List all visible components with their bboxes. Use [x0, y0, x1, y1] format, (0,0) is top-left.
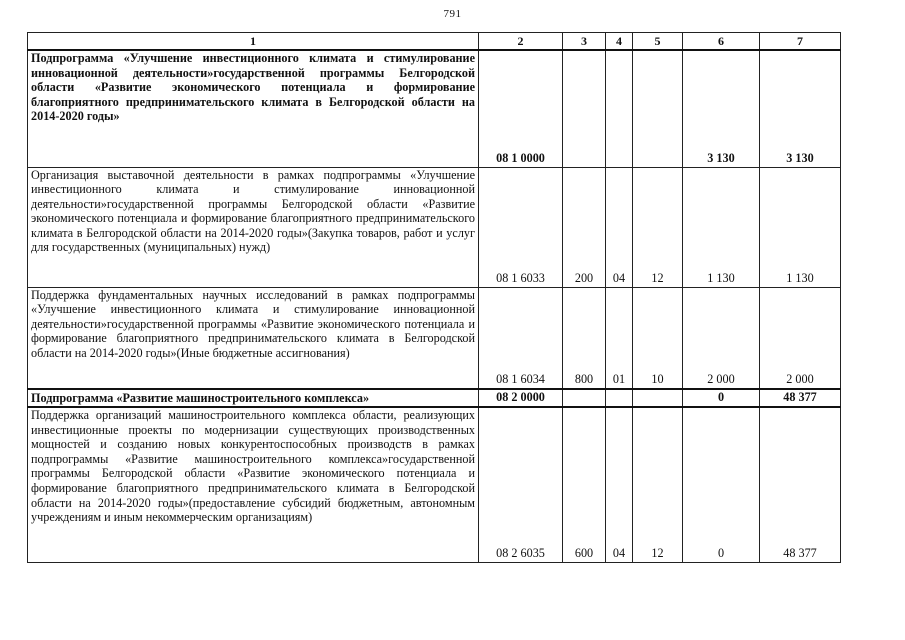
- row-col4: 01: [606, 287, 633, 389]
- row-name: Поддержка фундаментальных научных исследований в рамках подпрограммы «Улучшение инвестиционного климата и стимулирование инновационной деятельности»государственной программы «Развитие экономического потенциала и формирование благоприятного предпринимательского климата в Белгородской области на 2014-2020 годы»(Иные бюджетные ассигнования): [28, 287, 479, 389]
- row-col4: 04: [606, 407, 633, 562]
- row-col5: [633, 389, 683, 407]
- row-col4: [606, 389, 633, 407]
- row-col3: [563, 50, 606, 167]
- row-col5: 10: [633, 287, 683, 389]
- row-col6: 2 000: [683, 287, 760, 389]
- row-code: 08 1 6034: [479, 287, 563, 389]
- row-code: 08 2 0000: [479, 389, 563, 407]
- row-col6: 3 130: [683, 50, 760, 167]
- row-col6: 1 130: [683, 167, 760, 287]
- row-col3: 600: [563, 407, 606, 562]
- budget-table: [27, 32, 841, 563]
- row-col5: 12: [633, 167, 683, 287]
- row-col3: 200: [563, 167, 606, 287]
- row-col7: 48 377: [760, 407, 841, 562]
- row-col3: 800: [563, 287, 606, 389]
- row-code: 08 1 0000: [479, 50, 563, 167]
- row-col7: 3 130: [760, 50, 841, 167]
- table-row: [28, 287, 841, 389]
- row-name: Организация выставочной деятельности в рамках подпрограммы «Улучшение инвестиционного климата и стимулирование инновационной деятельности»государственной программы Белгородской области «Развитие экономического потенциала и формирование благоприятного предпринимательского климата в Белгородской области на 2014-2020 годы»(Закупка товаров, работ и услуг для государственных (муниципальных) нужд): [28, 167, 479, 287]
- column-header: 3: [563, 33, 606, 51]
- table-row: [28, 50, 841, 167]
- row-code: 08 2 6035: [479, 407, 563, 562]
- row-name: Подпрограмма «Развитие машиностроительного комплекса»: [28, 389, 479, 407]
- row-name: Поддержка организаций машиностроительного комплекса области, реализующих инвестиционные проекты по модернизации существующих производственных мощностей и созданию новых конкурентоспособных производств в рамках подпрограммы «Развитие машиностроительного комплекса»государственной программы Белгородской области «Развитие экономического потенциала и формирование благоприятного предпринимательского климата в Белгородской области на 2014-2020 годы»(предоставление субсидий бюджетным, автономным учреждениям и иным некоммерческим организациям): [28, 407, 479, 562]
- table-row: [28, 407, 841, 562]
- table-row: [28, 389, 841, 407]
- row-col6: 0: [683, 389, 760, 407]
- column-header: 1: [28, 33, 479, 51]
- column-header: 4: [606, 33, 633, 51]
- row-col6: 0: [683, 407, 760, 562]
- column-header: 7: [760, 33, 841, 51]
- page-number: 791: [443, 8, 462, 20]
- row-col3: [563, 389, 606, 407]
- table-header-row: [28, 33, 841, 51]
- row-code: 08 1 6033: [479, 167, 563, 287]
- table-row: [28, 167, 841, 287]
- column-header: 6: [683, 33, 760, 51]
- row-col4: [606, 50, 633, 167]
- row-col4: 04: [606, 167, 633, 287]
- column-header: 5: [633, 33, 683, 51]
- row-col5: 12: [633, 407, 683, 562]
- row-col5: [633, 50, 683, 167]
- row-name: Подпрограмма «Улучшение инвестиционного климата и стимулирование инновационной деятельности»государственной программы Белгородской области «Развитие экономического потенциала и формирование благоприятного предпринимательского климата в Белгородской области на 2014-2020 годы»: [28, 50, 479, 167]
- row-col7: 1 130: [760, 167, 841, 287]
- column-header: 2: [479, 33, 563, 51]
- row-col7: 48 377: [760, 389, 841, 407]
- row-col7: 2 000: [760, 287, 841, 389]
